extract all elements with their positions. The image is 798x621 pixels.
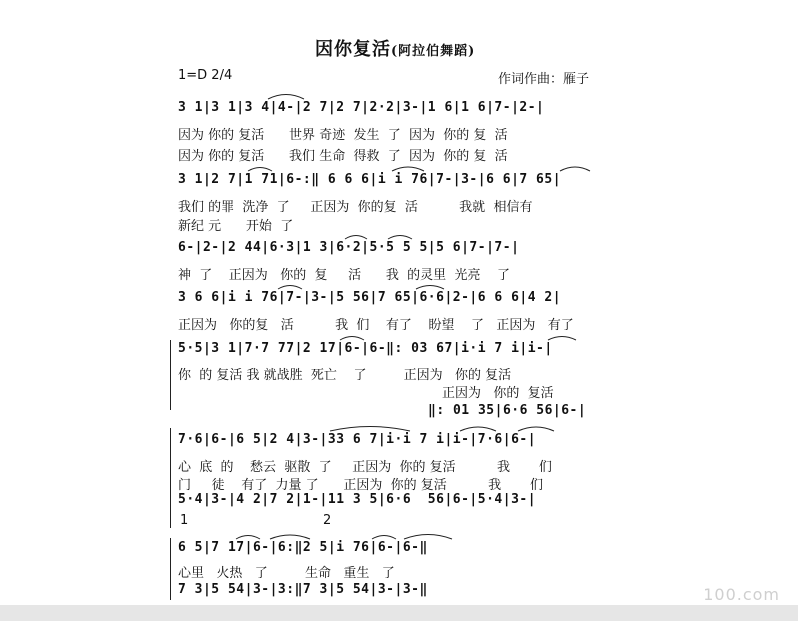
slur [248, 168, 272, 172]
watermark: 100.com [703, 585, 780, 604]
slur [330, 427, 410, 432]
slur [340, 337, 364, 341]
slur [388, 236, 412, 240]
slur [548, 337, 576, 341]
notation-line-5: 5·5|3 1|7·7 77|2 17|6-|6-‖: 03 67|i·i 7 i|i-| [178, 341, 553, 356]
bottom-band [0, 605, 798, 621]
lyric-line-2a: 我们 的罪 洗净 了 正因为 你的复 活 我就 相信有 [178, 200, 533, 215]
notation-line-6b: 5·4|3-|4 2|7 2|1-|11 3 5|6·6 56|6-|5·4|3-| [178, 492, 537, 507]
slur [416, 286, 444, 290]
lyric-line-5b: 正因为 你的 复活 [442, 386, 554, 401]
song-subtitle: (阿拉伯舞蹈) [391, 44, 476, 59]
slur [518, 427, 554, 431]
system-bracket-7 [170, 538, 171, 600]
notation-line-7: 6 5|7 17|6-|6:‖2 5|i 76|6-|6-‖ [178, 540, 428, 555]
system-bracket-6 [170, 428, 171, 528]
song-title [315, 35, 475, 61]
lyric-line-7: 心里 火热 了 生命 重生 了 [178, 566, 395, 581]
slur [460, 427, 496, 431]
notation-line-2: 3 1|2 7|1 71|6-:‖ 6 6 6|i i 76|7-|3-|6 6|7 65| [178, 172, 562, 187]
notation-line-4: 3 6 6|i i 76|7-|3-|5 56|7 65|6·6|2-|6 6 6|4 2| [178, 290, 562, 305]
slur [268, 95, 304, 100]
notation-line-1: 3 1|3 1|3 4|4-|2 7|2 7|2·2|3-|1 6|1 6|7-|2-| [178, 100, 545, 115]
lyric-line-1a: 因为 你的 复活 世界 奇迹 发生 了 因为 你的 复 活 [178, 128, 508, 143]
system-bracket-5 [170, 340, 171, 410]
notation-line-6: 7·6|6-|6 5|2 4|3-|33 6 7|i·i 7 i|i-|7·6|6-| [178, 432, 537, 447]
song-title-text: 因你复活 [315, 39, 391, 60]
lyric-line-5a: 你 的 复活 我 就战胜 死亡 了 正因为 你的 复活 [178, 368, 512, 383]
lyric-line-6b: 门 徒 有了 力量 了 正因为 你的 复活 我 们 [178, 478, 544, 493]
slur [404, 535, 452, 540]
slur [560, 167, 590, 171]
lyric-line-6a: 心 底 的 愁云 驱散 了 正因为 你的 复活 我 们 [178, 460, 552, 475]
slur [278, 286, 302, 290]
slur [345, 236, 367, 240]
lyric-line-3: 神 了 正因为 你的 复 活 我 的灵里 光亮 了 [178, 268, 510, 283]
credits: 作词作曲：雁子 [498, 72, 590, 87]
notation-line-3: 6-|2-|2 44|6·3|1 3|6·2|5·5 5 5|5 6|7-|7-| [178, 240, 520, 255]
key-signature: 1=D 2/4 [178, 68, 233, 83]
slur [392, 167, 424, 171]
lyric-line-2b: 新纪 元 开始 了 [178, 219, 294, 234]
slur [236, 536, 260, 540]
slur [270, 535, 310, 539]
slur [372, 536, 396, 540]
notation-line-5b: ‖: 01 35|6·6 56|6-| [428, 403, 587, 418]
volta-ending-2: 2 [323, 513, 332, 528]
lyric-line-1b: 因为 你的 复活 我们 生命 得救 了 因为 你的 复 活 [178, 149, 508, 164]
notation-line-7b: 7 3|5 54|3-|3:‖7 3|5 54|3-|3-‖ [178, 582, 428, 597]
volta-ending-1: 1 [180, 513, 189, 528]
lyric-line-4: 正因为 你的复 活 我 们 有了 盼望 了 正因为 有了 [178, 318, 574, 333]
